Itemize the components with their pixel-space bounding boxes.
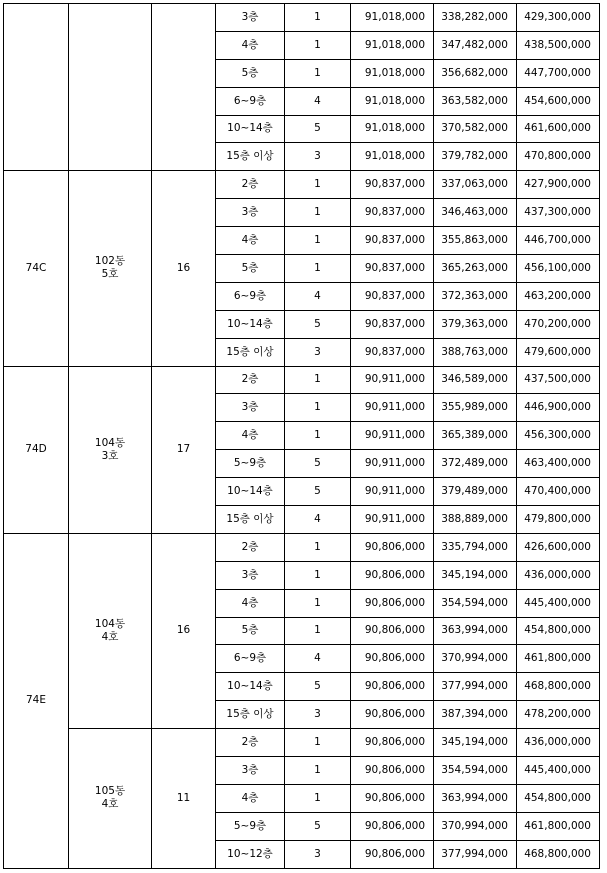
floor-cell: 4층: [216, 227, 285, 255]
count-cell: 1: [285, 729, 351, 757]
floor-cell: 10~14층: [216, 115, 285, 143]
total-price-cell: 437,500,000: [517, 366, 600, 394]
building-price-cell: 365,389,000: [434, 422, 517, 450]
count-cell: 1: [285, 757, 351, 785]
count-cell: 1: [285, 561, 351, 589]
building-price-cell: 379,489,000: [434, 478, 517, 506]
floor-cell: 5~9층: [216, 812, 285, 840]
total-price-cell: 470,800,000: [517, 143, 600, 171]
building-price-cell: 338,282,000: [434, 4, 517, 32]
table-row: [4, 366, 600, 394]
building-price-cell: 354,594,000: [434, 757, 517, 785]
floor-cell: 10~14층: [216, 310, 285, 338]
building-price-cell: 354,594,000: [434, 589, 517, 617]
floor-cell: 3층: [216, 199, 285, 227]
unit-line: 3호: [101, 449, 119, 462]
total-price-cell: 429,300,000: [517, 4, 600, 32]
total-price-cell: 454,800,000: [517, 784, 600, 812]
building-price-cell: 388,763,000: [434, 338, 517, 366]
unit-cell: [69, 171, 152, 366]
total-price-cell: 461,800,000: [517, 645, 600, 673]
floor-cell: 2층: [216, 729, 285, 757]
floor-cell: 15층 이상: [216, 506, 285, 534]
building-price-cell: 355,989,000: [434, 394, 517, 422]
building-price-cell: 345,194,000: [434, 561, 517, 589]
building-price-cell: 379,363,000: [434, 310, 517, 338]
unit-line: 4호: [101, 631, 119, 644]
floor-cell: 2층: [216, 171, 285, 199]
unit-count-cell: 16: [152, 171, 216, 366]
building-price-cell: 377,994,000: [434, 840, 517, 868]
housing-type-cell: 74D: [4, 366, 69, 533]
count-cell: 1: [285, 199, 351, 227]
total-price-cell: 463,400,000: [517, 450, 600, 478]
unit-cell: [69, 729, 152, 868]
floor-cell: 2층: [216, 366, 285, 394]
total-price-cell: 446,900,000: [517, 394, 600, 422]
floor-cell: 6~9층: [216, 645, 285, 673]
unit-building: 102동: [94, 255, 126, 268]
floor-cell: 3층: [216, 561, 285, 589]
count-cell: 3: [285, 840, 351, 868]
count-cell: 5: [285, 115, 351, 143]
building-price-cell: 372,363,000: [434, 282, 517, 310]
land-price-cell: 90,911,000: [351, 422, 434, 450]
building-price-cell: 337,063,000: [434, 171, 517, 199]
unit-cell: [69, 533, 152, 728]
building-price-cell: 346,463,000: [434, 199, 517, 227]
count-cell: 1: [285, 59, 351, 87]
building-price-cell: 363,994,000: [434, 784, 517, 812]
unit-count-cell: [152, 4, 216, 171]
count-cell: 3: [285, 338, 351, 366]
total-price-cell: 454,600,000: [517, 87, 600, 115]
total-price-cell: 446,700,000: [517, 227, 600, 255]
count-cell: 5: [285, 673, 351, 701]
total-price-cell: 479,800,000: [517, 506, 600, 534]
total-price-cell: 445,400,000: [517, 589, 600, 617]
land-price-cell: 90,806,000: [351, 729, 434, 757]
building-price-cell: 363,582,000: [434, 87, 517, 115]
land-price-cell: 90,911,000: [351, 394, 434, 422]
floor-cell: 5층: [216, 59, 285, 87]
building-price-cell: 347,482,000: [434, 31, 517, 59]
land-price-cell: 90,837,000: [351, 227, 434, 255]
unit-count-cell: 16: [152, 533, 216, 728]
land-price-cell: 90,806,000: [351, 840, 434, 868]
table-row: [4, 4, 600, 32]
land-price-cell: 90,806,000: [351, 701, 434, 729]
land-price-cell: 90,806,000: [351, 561, 434, 589]
count-cell: 1: [285, 589, 351, 617]
land-price-cell: 90,911,000: [351, 478, 434, 506]
building-price-cell: 370,994,000: [434, 645, 517, 673]
unit-count-cell: 11: [152, 729, 216, 868]
total-price-cell: 438,500,000: [517, 31, 600, 59]
unit-cell: [69, 366, 152, 533]
count-cell: 1: [285, 4, 351, 32]
land-price-cell: 91,018,000: [351, 143, 434, 171]
price-table-body: [4, 4, 600, 869]
land-price-cell: 91,018,000: [351, 4, 434, 32]
unit-building: 105동: [94, 785, 126, 798]
building-price-cell: 355,863,000: [434, 227, 517, 255]
floor-cell: 4층: [216, 422, 285, 450]
building-price-cell: 377,994,000: [434, 673, 517, 701]
floor-cell: 15층 이상: [216, 143, 285, 171]
floor-cell: 4층: [216, 31, 285, 59]
count-cell: 1: [285, 366, 351, 394]
land-price-cell: 90,837,000: [351, 199, 434, 227]
building-price-cell: 365,263,000: [434, 255, 517, 283]
unit-cell: [69, 4, 152, 171]
price-table: [3, 3, 600, 869]
total-price-cell: 426,600,000: [517, 533, 600, 561]
building-price-cell: 379,782,000: [434, 143, 517, 171]
total-price-cell: 470,200,000: [517, 310, 600, 338]
building-price-cell: 335,794,000: [434, 533, 517, 561]
count-cell: 5: [285, 450, 351, 478]
building-price-cell: 372,489,000: [434, 450, 517, 478]
land-price-cell: 90,837,000: [351, 255, 434, 283]
housing-type-cell: 74C: [4, 171, 69, 366]
floor-cell: 10~12층: [216, 840, 285, 868]
count-cell: 4: [285, 645, 351, 673]
count-cell: 5: [285, 310, 351, 338]
land-price-cell: 90,806,000: [351, 757, 434, 785]
building-price-cell: 388,889,000: [434, 506, 517, 534]
count-cell: 1: [285, 533, 351, 561]
floor-cell: 15층 이상: [216, 338, 285, 366]
floor-cell: 2층: [216, 533, 285, 561]
total-price-cell: 461,600,000: [517, 115, 600, 143]
total-price-cell: 436,000,000: [517, 561, 600, 589]
floor-cell: 6~9층: [216, 87, 285, 115]
total-price-cell: 468,800,000: [517, 840, 600, 868]
land-price-cell: 90,837,000: [351, 171, 434, 199]
land-price-cell: 90,911,000: [351, 366, 434, 394]
floor-cell: 3층: [216, 394, 285, 422]
land-price-cell: 90,837,000: [351, 282, 434, 310]
total-price-cell: 454,800,000: [517, 617, 600, 645]
building-price-cell: 346,589,000: [434, 366, 517, 394]
land-price-cell: 90,806,000: [351, 673, 434, 701]
count-cell: 5: [285, 812, 351, 840]
count-cell: 1: [285, 784, 351, 812]
count-cell: 1: [285, 31, 351, 59]
floor-cell: 6~9층: [216, 282, 285, 310]
land-price-cell: 90,806,000: [351, 645, 434, 673]
total-price-cell: 461,800,000: [517, 812, 600, 840]
count-cell: 3: [285, 143, 351, 171]
building-price-cell: 387,394,000: [434, 701, 517, 729]
land-price-cell: 90,911,000: [351, 450, 434, 478]
land-price-cell: 90,911,000: [351, 506, 434, 534]
count-cell: 1: [285, 255, 351, 283]
total-price-cell: 463,200,000: [517, 282, 600, 310]
land-price-cell: 91,018,000: [351, 31, 434, 59]
count-cell: 4: [285, 87, 351, 115]
table-row: [4, 729, 600, 757]
table-row: [4, 171, 600, 199]
unit-building: 104동: [94, 617, 126, 630]
floor-cell: 5~9층: [216, 450, 285, 478]
land-price-cell: 91,018,000: [351, 87, 434, 115]
floor-cell: 4층: [216, 589, 285, 617]
building-price-cell: 356,682,000: [434, 59, 517, 87]
unit-building: 104동: [94, 436, 126, 449]
count-cell: 1: [285, 617, 351, 645]
total-price-cell: 470,400,000: [517, 478, 600, 506]
total-price-cell: 437,300,000: [517, 199, 600, 227]
floor-cell: 5층: [216, 617, 285, 645]
unit-line: 5호: [101, 268, 119, 281]
table-row: [4, 533, 600, 561]
housing-type-cell: 74E: [4, 533, 69, 868]
count-cell: 1: [285, 227, 351, 255]
land-price-cell: 91,018,000: [351, 59, 434, 87]
count-cell: 5: [285, 478, 351, 506]
total-price-cell: 456,100,000: [517, 255, 600, 283]
land-price-cell: 90,806,000: [351, 589, 434, 617]
building-price-cell: 370,994,000: [434, 812, 517, 840]
building-price-cell: 345,194,000: [434, 729, 517, 757]
housing-type-cell: [4, 4, 69, 171]
unit-count-cell: 17: [152, 366, 216, 533]
land-price-cell: 90,806,000: [351, 617, 434, 645]
count-cell: 1: [285, 422, 351, 450]
total-price-cell: 447,700,000: [517, 59, 600, 87]
floor-cell: 10~14층: [216, 673, 285, 701]
floor-cell: 5층: [216, 255, 285, 283]
floor-cell: 15층 이상: [216, 701, 285, 729]
land-price-cell: 91,018,000: [351, 115, 434, 143]
floor-cell: 3층: [216, 757, 285, 785]
floor-cell: 4층: [216, 784, 285, 812]
count-cell: 3: [285, 701, 351, 729]
floor-cell: 3층: [216, 4, 285, 32]
land-price-cell: 90,806,000: [351, 784, 434, 812]
total-price-cell: 478,200,000: [517, 701, 600, 729]
total-price-cell: 479,600,000: [517, 338, 600, 366]
total-price-cell: 445,400,000: [517, 757, 600, 785]
land-price-cell: 90,806,000: [351, 533, 434, 561]
total-price-cell: 436,000,000: [517, 729, 600, 757]
building-price-cell: 370,582,000: [434, 115, 517, 143]
count-cell: 1: [285, 394, 351, 422]
floor-cell: 10~14층: [216, 478, 285, 506]
count-cell: 4: [285, 506, 351, 534]
building-price-cell: 363,994,000: [434, 617, 517, 645]
land-price-cell: 90,837,000: [351, 310, 434, 338]
total-price-cell: 468,800,000: [517, 673, 600, 701]
total-price-cell: 456,300,000: [517, 422, 600, 450]
total-price-cell: 427,900,000: [517, 171, 600, 199]
land-price-cell: 90,806,000: [351, 812, 434, 840]
land-price-cell: 90,837,000: [351, 338, 434, 366]
count-cell: 1: [285, 171, 351, 199]
count-cell: 4: [285, 282, 351, 310]
unit-line: 4호: [101, 798, 119, 811]
